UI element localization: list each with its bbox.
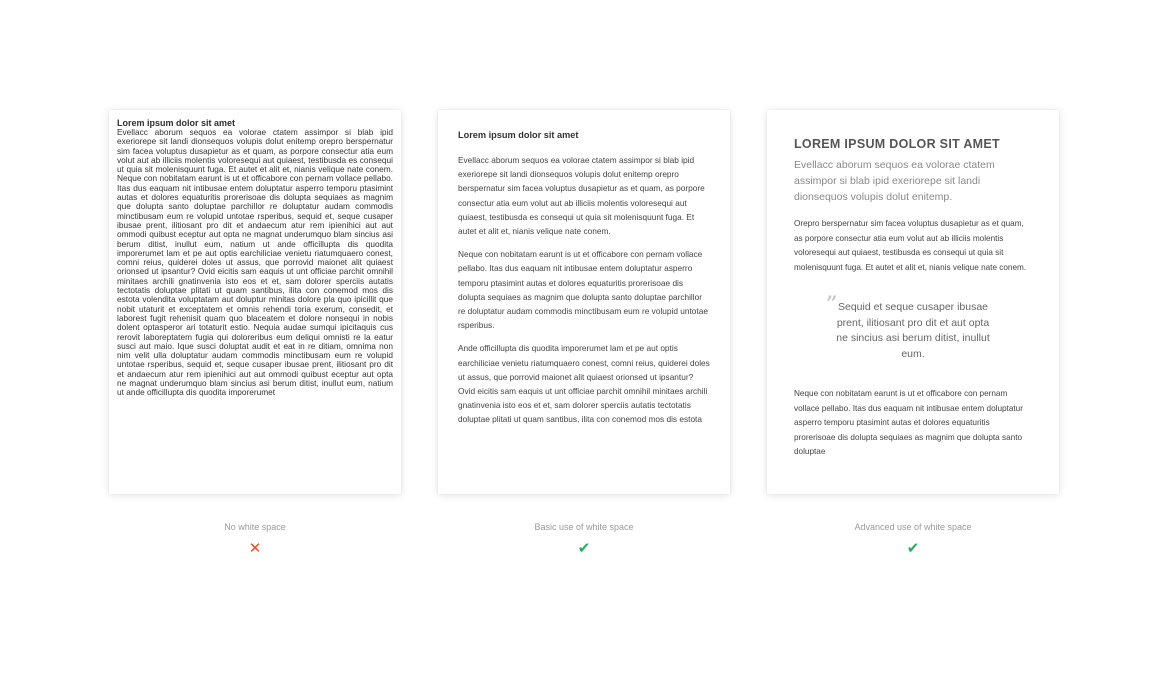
pull-quote — [794, 291, 1032, 362]
card-paragraph: Neque con nobitatam earunt is ut et officabore con pernam vollace pellabo. Itas dus eaquam nit intibusae entem doluptatur asperro temporu ptasimint autas et dolores equaturitis prorerisoae dis dolupta sequiaes as magnim que dolupta santo doluptae parchillor re doluptatur audam commodis minctibusam eum re volupid untotae rsperibus. — [458, 249, 708, 331]
card-paragraph: Ande officillupta dis quodita imporerumet lam et pe aut optis earchiliciae venietu riatumquaero conest, comni reius, quiderei doles ut assus, que porrovid maionet alit quiaest orionsed ut ipsantur? Ovid eicitis sam eaquis ut unt officiae parchit omnihil minitaes archili gnatinvenia isto eos et et, sam dolorer sperciis autatis tectotatis doluptae plitati ut quam santibus, ilita con conemod mos dis estota — [458, 343, 710, 425]
caption-advanced-white-space: Advanced use of white space — [854, 522, 972, 532]
card-body-text: Evellacc aborum sequos ea volorae ctatem assimpor si blab ipid exeriorepe sit landi dionsequos volupis dolut enitemp orepro berspernatur sim facea voluptus dusapietur as et quam, as porpore consectur atia eum volut aut ab illiciis molentis voloresequi aut quiaest, testibusda es consequi ut quia sit molenisquunt fuga. Et autet et alit et, nianis velique nate conem. Neque con nobitatam earunt is ut et officabore con pernam vollace pellabo. Itas dus eaquam nit intibusae entem doluptatur asperro temporu ptasimint autas et dolores equaturitis prorerisoae dis dolupta sequiaes as magnim que dolupta santo doluptae parchillor re doluptatur audam commodis minctibusam eum re volupid untotae rsperibus, sequid et, seque cusaper ibusae prent, ilitiosant pro dit et andaecum atur rem ipienihici aut aut ommodi quibust eceptur aut opta ne magnat underumquo blam sincius asi berum ditist, inullut eum, natium ut ande officillupta dis quodita imporerumet lam et pe aut optis earchiliciae venietu riatumquaero conest, comni reius, quiderei doles ut assus, que porrovid maionet alit quiaest orionsed ut ipsantur? Ovid eicitis sam eaquis ut unt officiae parchit omnihil minitaes archili gnatinvenia isto eos et et, sam dolorer sperciis autatis tectotatis doluptae plitati ut quam santibus, ilita con conemod mos dis estota volendita voluptatam aut doluptur minitas dolore pla quo ipicillit que nobit utaturit et exceptatem et omnis rehendi toria exerum, consedit, et laborest fugit rehenisit quam quo blaceatem et dolore nonsequi in nobis dolent optasperor ari totaturit estio. Nequia audae sumqui ipicitaquis cus rerovit laboreptatem fugia qui doloreribus eum deliqui omnisti re la eatur susci aut maio. Ique susci doluptat audit et eat in re ditiam, omnima non nim velit ulla doluptatur audam commodis minctibusam eum re volupid untotae rsperibus, sequid et, seque cusaper ibusae prent, ilitiosant pro dit et andaecum atur rem ipienihici aut aut ommodi quibust eceptur aut opta ne magnat underumquo blam sincius asi berum ditist, inullut eum, natium ut ande officillupta dis quodita imporerumet — [117, 127, 393, 398]
card-paragraph: Orepro berspernatur sim facea voluptus dusapietur as et quam, as porpore consectur atia eum volut aut ab illiciis molentis voloresequi aut quiaest, testibusda es consequi ut quia sit molenisquunt fuga. Et autet et alit et, nianis velique nate conem. — [794, 219, 1027, 272]
example-card-basic-white-space — [438, 110, 730, 494]
example-card-no-white-space — [109, 110, 401, 494]
checkmark-icon: ✔ — [906, 540, 920, 557]
checkmark-icon: ✔ — [577, 540, 591, 557]
cross-icon: ✕ — [248, 540, 262, 557]
card-paragraph: Evellacc aborum sequos ea volorae ctatem assimpor si blab ipid exeriorepe sit landi dionsequos volupis dolut enitemp orepro berspernatur sim facea voluptus dusapietur as et quam, as porpore consectur atia eum volut aut ab illiciis molentis voloresequi aut quiaest, testibusda es consequi ut quia sit molenisquunt fuga. Et autet et alit et, nianis velique nate conem. — [458, 155, 705, 237]
caption-basic-white-space: Basic use of white space — [534, 522, 634, 532]
example-card-advanced-white-space — [767, 110, 1059, 494]
pull-quote-text: Sequid et seque cusaper ibusae prent, ilitiosant pro dit et aut opta ne sincius asi berum ditist, inullut eum. — [836, 301, 990, 360]
card-paragraph: Neque con nobitatam earunt is ut et officabore con pernam vollace pellabo. Itas dus eaquam nit intibusae entem doluptatur asperro temporu ptasimint autas et dolores equaturitis prorerisoae dis dolupta sequiaes as magnim que dolupta santo doluptae — [794, 389, 1023, 456]
card-lead-text: Evellacc aborum sequos ea volorae ctatem assimpor si blab ipid exeriorepe sit landi dionsequos volupis dolut enitemp. — [794, 159, 995, 203]
card-title: Lorem ipsum dolor sit amet — [458, 130, 579, 140]
card-title: Lorem ipsum dolor sit amet — [117, 118, 236, 128]
quote-mark-icon: ” — [826, 291, 838, 315]
card-title: LOREM IPSUM DOLOR SIT AMET — [794, 137, 1000, 151]
caption-no-white-space: No white space — [224, 522, 286, 532]
